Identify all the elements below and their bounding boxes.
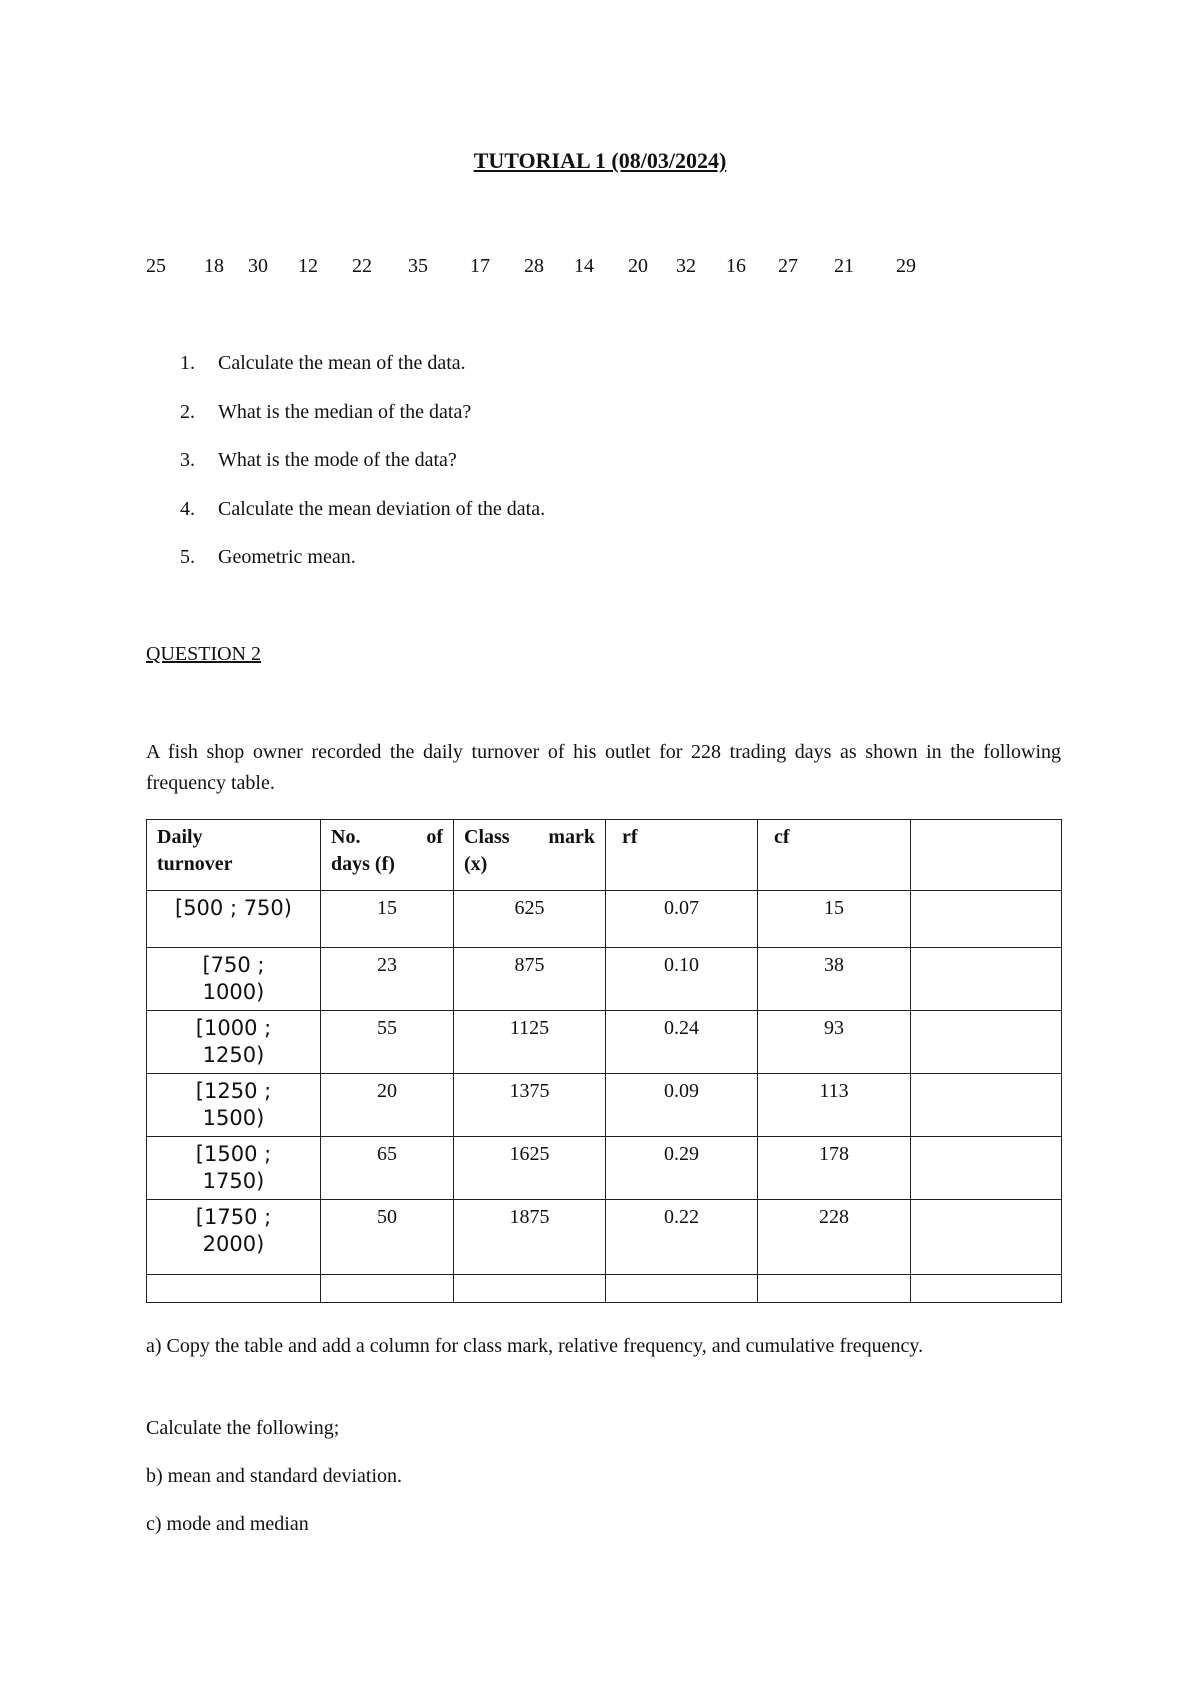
question-text: Calculate the mean of the data. <box>218 352 466 374</box>
empty-cell <box>911 1275 1062 1303</box>
data-value: 22 <box>352 255 372 277</box>
cf-cell: 38 <box>758 948 911 1011</box>
empty-cell <box>911 1200 1062 1275</box>
empty-cell <box>454 1275 606 1303</box>
table-row <box>147 1137 1062 1200</box>
table-row <box>147 1011 1062 1074</box>
class-interval: 2000) <box>202 1232 265 1256</box>
class-mark-cell: 1625 <box>454 1137 606 1200</box>
header-text: (x) <box>464 853 488 875</box>
class-interval: [1250 ; <box>195 1079 272 1103</box>
data-value: 16 <box>726 255 746 277</box>
empty-cell <box>321 1275 454 1303</box>
data-value: 18 <box>204 255 224 277</box>
calc-intro-text: Calculate the following; <box>146 1417 340 1439</box>
header-cf: cf <box>758 820 911 891</box>
part-b-text: b) mean and standard deviation. <box>146 1465 403 1487</box>
list-item <box>180 449 545 498</box>
data-value: 35 <box>408 255 428 277</box>
question-text: What is the mode of the data? <box>218 449 457 471</box>
header-no-of-days <box>321 820 454 891</box>
rf-cell: 0.07 <box>606 891 758 948</box>
table-header-row <box>147 820 1062 891</box>
empty-cell <box>911 1137 1062 1200</box>
question-number: 4. <box>180 497 195 520</box>
class-interval: [750 ; <box>202 953 265 977</box>
cf-cell: 93 <box>758 1011 911 1074</box>
class-mark-cell: 875 <box>454 948 606 1011</box>
class-interval: [1000 ; <box>195 1016 272 1040</box>
data-values-row <box>146 255 1046 285</box>
frequency-cell: 15 <box>321 891 454 948</box>
data-value: 29 <box>896 255 916 277</box>
class-interval-cell <box>147 891 321 948</box>
frequency-cell: 65 <box>321 1137 454 1200</box>
data-value: 21 <box>834 255 854 277</box>
cf-cell: 15 <box>758 891 911 948</box>
header-text: Daily <box>157 826 203 848</box>
question-2-heading: QUESTION 2 <box>146 643 261 665</box>
data-value: 25 <box>146 255 166 277</box>
table-row <box>147 891 1062 948</box>
data-value: 32 <box>676 255 696 277</box>
empty-cell <box>606 1275 758 1303</box>
question-list <box>180 352 545 595</box>
table-row <box>147 948 1062 1011</box>
header-text: turnover <box>157 853 233 875</box>
class-mark-cell: 1375 <box>454 1074 606 1137</box>
class-interval-cell <box>147 1074 321 1137</box>
class-interval: 1500) <box>202 1106 265 1130</box>
frequency-cell: 23 <box>321 948 454 1011</box>
list-item <box>180 401 545 450</box>
header-text: days (f) <box>331 853 395 875</box>
class-interval-cell <box>147 948 321 1011</box>
header-text: mark <box>548 826 595 848</box>
rf-cell: 0.22 <box>606 1200 758 1275</box>
header-rf: rf <box>606 820 758 891</box>
class-interval-cell <box>147 1200 321 1275</box>
rf-cell: 0.24 <box>606 1011 758 1074</box>
header-text: of <box>426 826 443 848</box>
empty-cell <box>911 948 1062 1011</box>
table-row-empty <box>147 1275 1062 1303</box>
empty-cell <box>911 1074 1062 1137</box>
class-interval: 1750) <box>202 1169 265 1193</box>
data-value: 14 <box>574 255 594 277</box>
cf-cell: 228 <box>758 1200 911 1275</box>
question-number: 3. <box>180 449 195 471</box>
header-daily-turnover <box>147 820 321 891</box>
data-value: 27 <box>778 255 798 277</box>
frequency-table <box>146 819 1062 1303</box>
data-value: 17 <box>470 255 490 277</box>
empty-cell <box>911 1011 1062 1074</box>
frequency-cell: 55 <box>321 1011 454 1074</box>
class-interval: 1000) <box>202 980 265 1004</box>
frequency-cell: 20 <box>321 1074 454 1137</box>
question-text: What is the median of the data? <box>218 400 472 423</box>
class-mark-cell: 625 <box>454 891 606 948</box>
class-interval-cell <box>147 1137 321 1200</box>
class-interval: [500 ; 750) <box>175 896 292 920</box>
class-interval: [1500 ; <box>195 1142 272 1166</box>
list-item <box>180 498 545 547</box>
list-item <box>180 352 545 401</box>
empty-cell <box>911 891 1062 948</box>
class-interval-cell <box>147 1011 321 1074</box>
header-text: Class <box>464 826 510 848</box>
class-mark-cell: 1125 <box>454 1011 606 1074</box>
question-2-intro: A fish shop owner recorded the daily turnover of his outlet for 228 trading days as shown in the following frequency table. <box>146 741 1061 794</box>
cf-cell: 113 <box>758 1074 911 1137</box>
data-value: 28 <box>524 255 544 277</box>
rf-cell: 0.09 <box>606 1074 758 1137</box>
data-value: 20 <box>628 255 648 277</box>
rf-cell: 0.10 <box>606 948 758 1011</box>
question-text: Calculate the mean deviation of the data. <box>218 497 546 520</box>
empty-cell <box>758 1275 911 1303</box>
question-number: 5. <box>180 546 195 568</box>
cf-cell: 178 <box>758 1137 911 1200</box>
question-text: Geometric mean. <box>218 546 356 568</box>
class-mark-cell: 1875 <box>454 1200 606 1275</box>
class-interval: 1250) <box>202 1043 265 1067</box>
list-item <box>180 546 545 595</box>
header-text: No. <box>331 826 361 848</box>
empty-cell <box>147 1275 321 1303</box>
rf-cell: 0.29 <box>606 1137 758 1200</box>
data-value: 30 <box>248 255 268 277</box>
question-number: 1. <box>180 352 195 374</box>
data-value: 12 <box>298 255 318 277</box>
part-a-text: a) Copy the table and add a column for class mark, relative frequency, and cumulative frequency. <box>146 1335 924 1357</box>
question-number: 2. <box>180 400 195 423</box>
table-row <box>147 1074 1062 1137</box>
table-row <box>147 1200 1062 1275</box>
header-class-mark <box>454 820 606 891</box>
header-extra <box>911 820 1062 891</box>
part-c-text: c) mode and median <box>146 1513 309 1535</box>
frequency-cell: 50 <box>321 1200 454 1275</box>
page-title: TUTORIAL 1 (08/03/2024) <box>473 148 727 173</box>
class-interval: [1750 ; <box>195 1205 272 1229</box>
